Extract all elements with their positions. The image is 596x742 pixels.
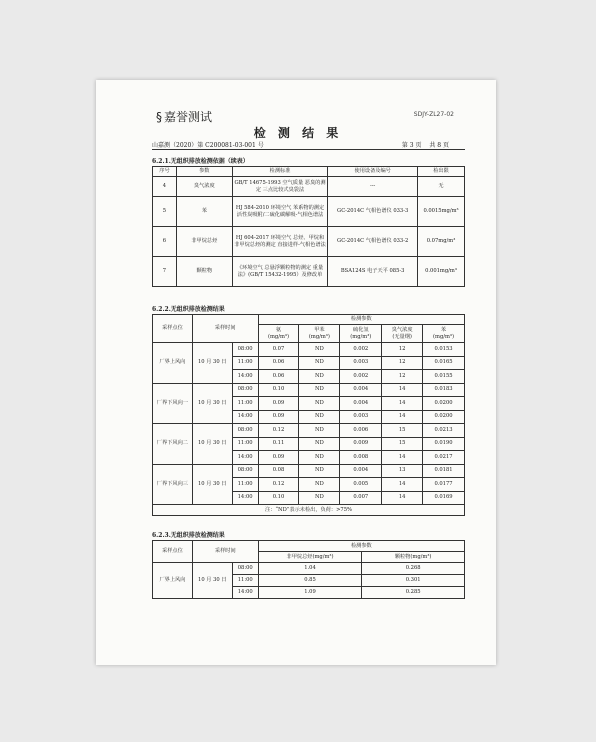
table-cell: 5 [153,197,177,227]
table-cell: 0.0190 [423,437,465,451]
table-cell: 0.0181 [423,464,465,478]
sampling-time: 14:00 [232,491,258,505]
table-cell: 臭气浓度 [176,177,232,197]
table-cell: 15 [382,437,423,451]
column-header: 检出限 [418,167,465,177]
emission-results-table-2 [152,540,465,599]
sampling-point: 厂界下风向三 [153,464,193,505]
table-cell: 0.0169 [423,491,465,505]
table-cell: 0.06 [258,356,299,370]
table-cell: ND [299,356,340,370]
page-number: 第 3 页 共 8 页 [401,142,449,149]
table-cell: 6 [153,227,177,257]
table-cell: 7 [153,257,177,287]
param-header [258,325,299,343]
table-cell: 0.0183 [423,383,465,397]
section3-heading: 6.2.3.无组织排放检测结果 [152,532,225,539]
table-cell: 1.09 [258,587,362,599]
table-row [153,197,465,227]
table-cell: 0.85 [258,575,362,587]
table-cell: 0.001mg/m³ [418,257,465,287]
param-unit: (mg/m³) [267,333,290,340]
document-id: SDJY-ZL27-02 [413,111,454,118]
table-cell: ND [299,451,340,465]
emission-results-table [152,314,465,516]
table-cell: 0.268 [362,563,465,575]
table-row [153,343,465,357]
sampling-time: 14:00 [232,587,258,599]
table-cell: 13 [382,464,423,478]
table-cell: 1.04 [258,563,362,575]
table-cell: 0.0213 [423,424,465,438]
header-point: 采样点位 [153,315,193,343]
table-cell: 0.06 [258,370,299,384]
sampling-time: 08:00 [232,424,258,438]
sampling-time: 11:00 [232,397,258,411]
table-row [153,563,465,575]
sampling-time: 08:00 [232,563,258,575]
sampling-point: 厂界上风向 [153,563,193,599]
table-cell: 0.009 [340,437,382,451]
header-params: 检测参数 [258,541,464,552]
table-cell: 0.006 [340,424,382,438]
table-cell: --- [328,177,418,197]
table-cell: ND [299,383,340,397]
sampling-date: 10 月 30 日 [192,464,232,505]
table-cell: ND [299,437,340,451]
logo-icon: § [156,109,162,124]
table-cell: 0.003 [340,356,382,370]
table-cell: 14 [382,383,423,397]
table-cell: 0.12 [258,424,299,438]
section2-heading: 6.2.2.无组织排放检测结果 [152,306,225,313]
table-cell: 0.0217 [423,451,465,465]
table-cell: 0.0015mg/m³ [418,197,465,227]
table-cell: ND [299,370,340,384]
table-cell: ND [299,397,340,411]
table-cell: 4 [153,177,177,197]
table-cell: ND [299,410,340,424]
logo-text: 嘉誉测试 [164,110,213,124]
table-cell: 0.12 [258,478,299,492]
param-name: 臭气浓度 [391,326,413,333]
table-cell: 颗粒物 [176,257,232,287]
header-divider [152,149,465,150]
table-cell: 0.004 [340,397,382,411]
sampling-time: 11:00 [232,478,258,492]
table-cell: 0.004 [340,464,382,478]
table-cell: 14 [382,478,423,492]
table-cell: 0.10 [258,491,299,505]
table-cell: 14 [382,491,423,505]
table-cell: 0.0165 [423,356,465,370]
table-row [153,383,465,397]
header-nmhc: 非甲烷总烃(mg/m³) [258,552,362,563]
table-cell: GC-2014C 气相色谱仪 033-3 [328,197,418,227]
sampling-time: 11:00 [232,437,258,451]
table-cell: 非甲烷总烃 [176,227,232,257]
table-row [153,257,465,287]
column-header: 使用设备及编号 [328,167,418,177]
table-note-row [153,505,465,516]
table-cell: 《环境空气 总悬浮颗粒物的测定 重量法》(GB/T 15432-1995）及修改单 [232,257,328,287]
table-cell: 0.0155 [423,370,465,384]
table-cell: ND [299,424,340,438]
section1-heading: 6.2.1.无组织排放检测依据（续表） [152,158,249,165]
table-cell: 苯 [176,197,232,227]
sampling-time: 08:00 [232,383,258,397]
table-cell: 14 [382,451,423,465]
report-number: 山嘉测（2020）第 C200081-03-001 号 [152,142,264,149]
sampling-time: 08:00 [232,343,258,357]
sampling-date: 10 月 30 日 [192,424,232,465]
table-cell: GB/T 14675-1993 空气质量 恶臭的测定 三点比较式臭袋法 [232,177,328,197]
header-point: 采样点位 [153,541,193,563]
company-logo [156,108,212,125]
param-unit: (mg/m³) [433,333,455,340]
table-cell: 0.09 [258,397,299,411]
param-unit: (mg/m³) [350,333,372,340]
column-header: 检测标准 [232,167,328,177]
header-params: 检测参数 [258,315,464,325]
table-cell: 无 [418,177,465,197]
table-cell: ND [299,464,340,478]
table-cell: 12 [382,343,423,357]
table-cell: 0.0153 [423,343,465,357]
param-unit: (无量纲) [392,333,412,340]
table-cell: HJ 584-2010 环境空气 苯系物的测定 活性炭吸附/二硫化碳解吸-气相色谱法 [232,197,328,227]
table-cell: 15 [382,424,423,438]
table-cell: 12 [382,370,423,384]
header-time: 采样时间 [192,315,258,343]
table-cell: 0.285 [362,587,465,599]
table-cell: 0.09 [258,410,299,424]
param-name: 甲苯 [314,326,325,333]
sampling-date: 10 月 30 日 [192,563,232,599]
table-cell: 0.0200 [423,410,465,424]
table-cell: 0.10 [258,383,299,397]
param-name: 氨 [275,326,282,333]
sampling-point: 厂界上风向 [153,343,193,384]
param-header [382,325,423,343]
table-cell: 0.002 [340,370,382,384]
table-cell: 0.11 [258,437,299,451]
table-cell: 0.007 [340,491,382,505]
table-cell: ND [299,491,340,505]
detection-basis-table [152,166,465,287]
table-row [153,424,465,438]
table-cell: 0.004 [340,383,382,397]
sampling-point: 厂界下风向二 [153,424,193,465]
sampling-time: 14:00 [232,410,258,424]
param-header [299,325,340,343]
column-header: 参数 [176,167,232,177]
table-cell: 0.09 [258,451,299,465]
header-particulate: 颗粒物(mg/m³) [362,552,465,563]
table-note: 注：“ND”表示未检出，负荷：>75% [153,505,465,516]
table-cell: 14 [382,410,423,424]
table-row [153,177,465,197]
table-cell: ND [299,343,340,357]
table-cell: 14 [382,397,423,411]
sampling-date: 10 月 30 日 [192,383,232,424]
sampling-point: 厂界下风向一 [153,383,193,424]
page-title: 检 测 结 果 [253,126,343,140]
column-header: 序号 [153,167,177,177]
param-name: 硫化氢 [353,326,369,333]
table-cell: GC-2014C 气相色谱仪 033-2 [328,227,418,257]
table-cell: HJ 604-2017 环境空气 总烃、甲烷和非甲烷总烃的测定 直接进样-气相色谱法 [232,227,328,257]
header-time: 采样时间 [192,541,258,563]
table-cell: BSA124S 电子天平 085-3 [328,257,418,287]
sampling-time: 14:00 [232,370,258,384]
table-cell: 0.005 [340,478,382,492]
table-row [153,464,465,478]
param-header [340,325,382,343]
param-unit: (mg/m³) [308,333,330,340]
table-cell: 0.0177 [423,478,465,492]
sampling-time: 08:00 [232,464,258,478]
sampling-date: 10 月 30 日 [192,343,232,384]
table-cell: 0.0200 [423,397,465,411]
sampling-time: 11:00 [232,356,258,370]
table-cell: 0.301 [362,575,465,587]
table-cell: 0.07 [258,343,299,357]
param-name: 苯 [440,326,447,333]
table-cell: 0.08 [258,464,299,478]
param-header [423,325,465,343]
table-cell: 0.003 [340,410,382,424]
sampling-time: 11:00 [232,575,258,587]
table-cell: 0.008 [340,451,382,465]
table-cell: 0.07mg/m³ [418,227,465,257]
table-cell: 12 [382,356,423,370]
sampling-time: 14:00 [232,451,258,465]
table-cell: 0.002 [340,343,382,357]
table-row [153,227,465,257]
table-cell: ND [299,478,340,492]
